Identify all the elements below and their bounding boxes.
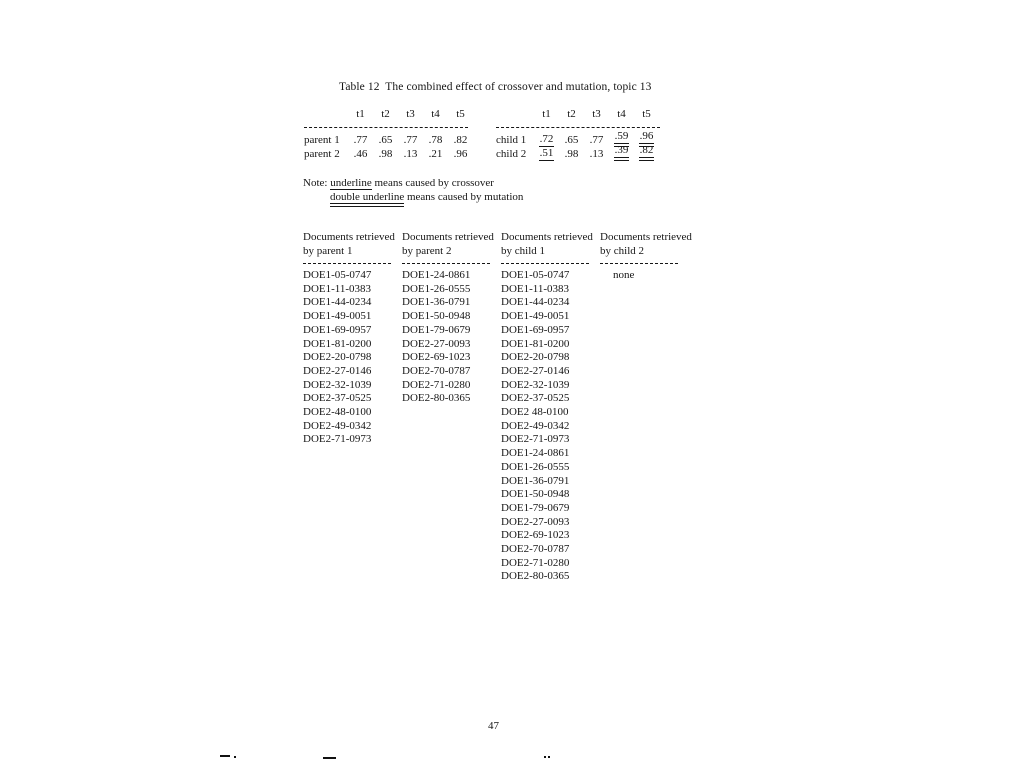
doc-id: DOE1-26-0555 [402, 282, 471, 295]
score-value: .72 [539, 133, 554, 145]
doc-id: DOE1-81-0200 [501, 337, 570, 350]
score-value: .82 [453, 134, 468, 146]
doc-column-header: Documents retrieved by parent 1 [303, 231, 395, 257]
score-value: .78 [428, 134, 443, 146]
doc-id: DOE2-37-0525 [303, 392, 372, 405]
doc-id: DOE1-50-0948 [402, 310, 471, 323]
scan-artifact [234, 756, 236, 758]
score-value: .96 [453, 148, 468, 160]
row-label: child 2 [496, 148, 527, 160]
doc-column-parent2 [402, 231, 498, 406]
doc-column-header: Documents retrieved by child 2 [600, 231, 692, 257]
score-value: .77 [403, 134, 418, 146]
score-row-child2 [496, 144, 668, 161]
score-row-parent1 [304, 133, 476, 147]
doc-id: DOE2-71-0280 [402, 378, 471, 391]
scan-artifact [323, 757, 336, 759]
doc-id: DOE2-20-0798 [501, 351, 570, 364]
score-value: .59 [614, 129, 630, 147]
doc-id: DOE1-79-0679 [501, 501, 570, 514]
doc-column-header: Documents retrieved by parent 2 [402, 231, 494, 257]
doc-list-parent1 [303, 269, 399, 447]
row-label: child 1 [496, 134, 527, 146]
note [303, 176, 523, 204]
doc-id: DOE2-70-0787 [402, 364, 471, 377]
doc-column-parent1 [303, 231, 399, 447]
score-value: .46 [353, 148, 368, 160]
doc-id: DOE2-80-0365 [501, 570, 570, 583]
score-value: .96 [639, 129, 655, 147]
score-value: .77 [589, 134, 604, 146]
score-table-parents [304, 107, 476, 161]
doc-column-child1 [501, 231, 597, 584]
doc-id: DOE1-79-0679 [402, 323, 471, 336]
doc-id: DOE1-44-0234 [303, 296, 372, 309]
doc-id: DOE2-70-0787 [501, 543, 570, 556]
doc-list-parent2 [402, 269, 498, 406]
doc-id: DOE2-71-0280 [501, 556, 570, 569]
table-separator [496, 127, 660, 128]
score-value: .51 [539, 147, 554, 159]
score-value: .82 [639, 143, 655, 161]
col-header-t2: t2 [567, 108, 576, 120]
doc-id: DOE1-50-0948 [501, 488, 570, 501]
score-value: .39 [614, 143, 630, 161]
doc-id: DOE2-20-0798 [303, 351, 372, 364]
col-header-t1: t1 [356, 108, 365, 120]
doc-id: DOE1-26-0555 [501, 460, 570, 473]
doc-id: DOE1-44-0234 [501, 296, 570, 309]
col-header-t1: t1 [542, 108, 551, 120]
score-table-children [496, 107, 668, 161]
doc-id: DOE1-11-0383 [303, 282, 372, 295]
doc-id: DOE1-36-0791 [402, 296, 471, 309]
column-separator [402, 263, 490, 264]
doc-list-child1 [501, 269, 597, 584]
doc-id: DOE2-48-0100 [303, 406, 372, 419]
doc-id: DOE2-71-0973 [501, 433, 570, 446]
note-double-underline-term: double underline [330, 191, 404, 207]
score-value: .98 [378, 148, 393, 160]
doc-id: DOE2-49-0342 [303, 419, 372, 432]
doc-id: DOE2-49-0342 [501, 419, 570, 432]
doc-id: DOE2-32-1039 [303, 378, 372, 391]
score-row-parent2 [304, 147, 476, 161]
note-line-mutation: double underline means caused by mutation [330, 190, 523, 204]
doc-id: DOE2-37-0525 [501, 392, 570, 405]
doc-id: DOE1-05-0747 [303, 269, 372, 281]
doc-id: DOE1-49-0051 [501, 310, 570, 323]
doc-id: DOE1-81-0200 [303, 337, 372, 350]
score-value: .65 [378, 134, 393, 146]
note-underline-term: underline [330, 177, 372, 189]
doc-id: DOE1-69-0957 [501, 323, 570, 336]
doc-id: DOE1-24-0861 [402, 269, 471, 281]
note-label: Note: [303, 177, 328, 189]
doc-id: DOE2 48-0100 [501, 406, 569, 419]
doc-id: DOE2-69-1023 [501, 529, 570, 542]
col-header-t4: t4 [617, 108, 626, 120]
doc-id: DOE2-80-0365 [402, 392, 471, 405]
score-value: .13 [403, 148, 418, 160]
col-header-t3: t3 [592, 108, 601, 120]
doc-id: DOE1-69-0957 [303, 323, 372, 336]
doc-column-child2 [600, 231, 696, 283]
column-separator [600, 263, 678, 264]
table-title: Table 12 The combined effect of crossover and mutation, topic 13 [339, 81, 652, 93]
doc-id: DOE1-05-0747 [501, 269, 570, 281]
doc-id: DOE1-36-0791 [501, 474, 570, 487]
col-header-t5: t5 [642, 108, 651, 120]
scan-artifact [220, 755, 230, 757]
doc-id: DOE2-71-0973 [303, 433, 372, 446]
score-value: .21 [428, 148, 443, 160]
doc-id: DOE2-27-0093 [501, 515, 570, 528]
score-value: .98 [564, 148, 579, 160]
page-number: 47 [488, 720, 499, 732]
doc-id: DOE2-27-0146 [501, 364, 570, 377]
column-separator [501, 263, 589, 264]
col-header-t4: t4 [431, 108, 440, 120]
empty-list-label: none [613, 269, 635, 281]
doc-id: DOE2-69-1023 [402, 351, 471, 364]
col-header-t3: t3 [406, 108, 415, 120]
col-header-t2: t2 [381, 108, 390, 120]
doc-column-header: Documents retrieved by child 1 [501, 231, 593, 257]
score-value: .77 [353, 134, 368, 146]
row-label: parent 1 [304, 134, 340, 146]
score-value: .13 [589, 148, 604, 160]
doc-id: DOE1-24-0861 [501, 447, 570, 460]
col-header-t5: t5 [456, 108, 465, 120]
doc-id: DOE2-27-0093 [402, 337, 471, 350]
table-separator [304, 127, 468, 128]
score-header-row [496, 107, 668, 121]
score-value: .65 [564, 134, 579, 146]
doc-id: DOE1-49-0051 [303, 310, 372, 323]
scan-artifact [544, 756, 546, 758]
doc-id: DOE1-11-0383 [501, 282, 570, 295]
column-separator [303, 263, 391, 264]
doc-id: DOE2-32-1039 [501, 378, 570, 391]
note-line-crossover: Note: underline means caused by crossover [303, 177, 494, 189]
scan-artifact [548, 756, 550, 758]
score-header-row [304, 107, 476, 121]
row-label: parent 2 [304, 148, 340, 160]
doc-id: DOE2-27-0146 [303, 364, 372, 377]
